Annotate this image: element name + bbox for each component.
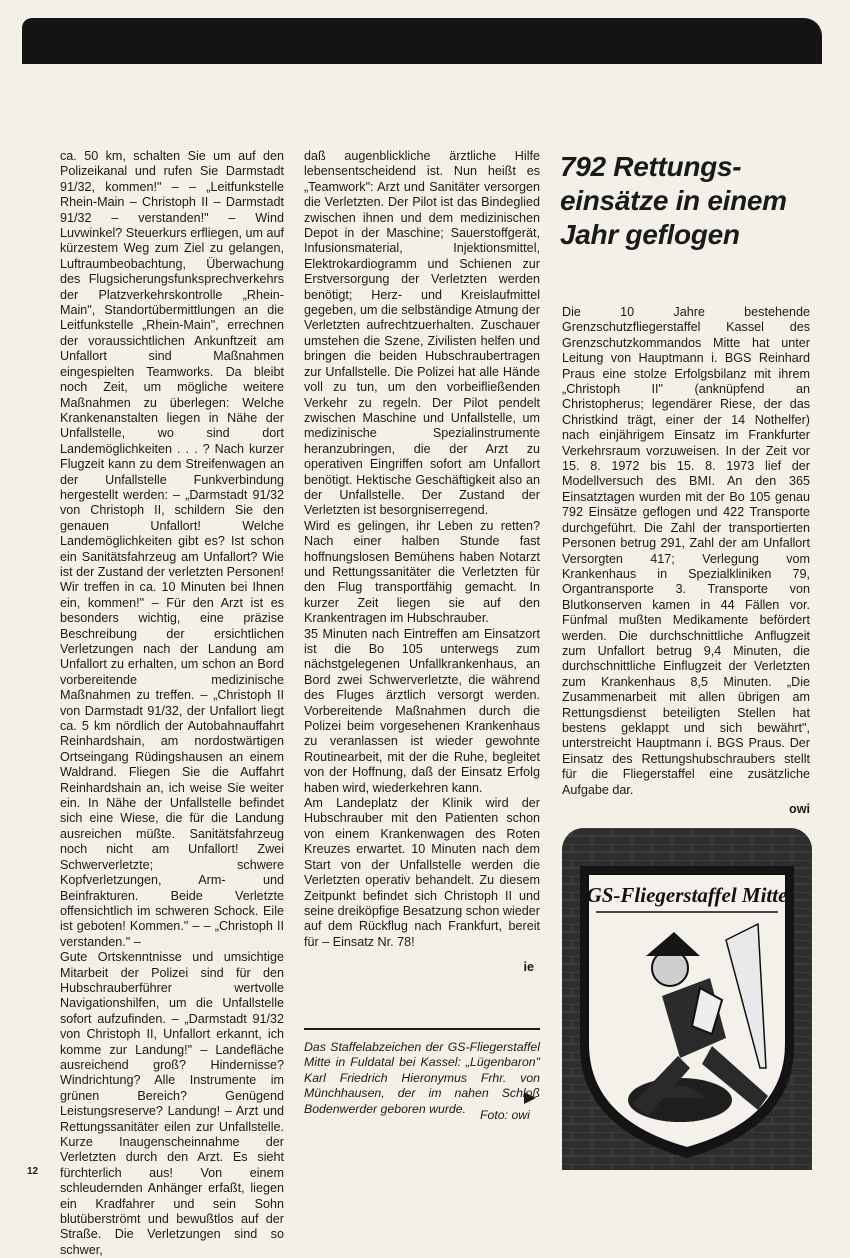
article-column-1 <box>60 149 284 1258</box>
badge-image <box>562 828 812 1170</box>
article-column-2 <box>304 149 540 976</box>
sidebar-headline: 792 Rettungs-einsätze in einem Jahr geflogen <box>560 151 787 250</box>
paragraph: daß augenblickliche ärztliche Hilfe lebensentscheidend ist. Nun heißt es „Teamwork": Arzt und Sanitäter versorgen die Verletzten. Der Pilot ist das Bindeglied zwischen ihnen und dem medizinischen Depot in der Maschine; Sauerstoffgerät, Infusionsmaterial, Injektionsmittel, Elektrokardiogramm und Schienen zur Erstversorgung der Verletzten werden benötigt; Herz- und Kreislaufmittel gegeben, um die selbständige Atmung der Verletzten aufrechtzuerhalten. Zuschauer umstehen die Szene, Zivilisten helfen und bringen die beiden Hubschraubertragen zur Unfallstelle. Die Polizei hat alle Hände voll zu tun, um den vorbeifließenden Verkehr zu regeln. Der Pilot pendelt zwischen Maschine und Unfallstelle, um medizinische Spezialinstrumente heranzubringen, die der Arzt zu operativen Eingriffen sofort am Unfallort benötigt. Hektische Geschäftigkeit also an der Unfallstelle. Der Zustand der Verletzten ist besorgniserregend. <box>304 149 540 518</box>
page-number: 12 <box>27 1166 39 1177</box>
photo-credit: Foto: owi <box>480 1108 530 1122</box>
paragraph: Am Landeplatz der Klinik wird der Hubschrauber mit den Patienten schon von einem Krankenwagen des Roten Kreuzes erwartet. 10 Minuten nach dem Start von der Unfallstelle werden die Verletzten operativ behandelt. Zu diesem Zeitpunkt befindet sich Christoph II und seine dreiköpfige Besatzung schon wieder auf dem Rückflug nach Frankfurt, bereit für – Einsatz Nr. 78! <box>304 796 540 949</box>
author-signature: owi <box>789 802 810 816</box>
author-signature: ie <box>523 960 534 975</box>
badge-photo <box>562 828 812 1170</box>
top-black-banner <box>22 18 822 64</box>
photo-caption: Das Staffelabzeichen der GS-Fliegerstaffel Mitte in Fuldatal bei Kassel: „Lügenbaron" Karl Friedrich Hieronymus Frhr. von Münchhausen, der im nahen Schloß Bodenwerder geboren wurde. <box>304 1040 540 1116</box>
caption-rule <box>304 1028 540 1030</box>
paragraph: 35 Minuten nach Eintreffen am Einsatzort ist die Bo 105 unterwegs zum nächstgelegenen Unfallkrankenhaus, an Bord zwei Schwerverletzte, die während des Fluges ärztlich versorgt werden. Vorbereitende Maßnahmen durch die Polizei beim vorgesehenen Krankenhaus zu veranlassen ist wieder gewohnte Routinearbeit, mit der die Ruhe, begleitet von der Hoffnung, daß der Einsatz Erfolg haben wird, wiederkehren kann. <box>304 626 540 795</box>
paragraph: Die 10 Jahre bestehende Grenzschutzfliegerstaffel Kassel des Grenzschutzkommandos Mitte hat unter Leitung von Hauptmann i. BGS Reinhard Praus eine stolze Erfolgsbilanz mit ihrem „Christoph II" (anknüpfend an Christopherus; legendärer Riese, der das Christkind trägt, einer der 14 Nothelfer) nach einjährigem Einsatz im Frankfurter Verkehrsraum vorzuweisen. In der Zeit vor 15. 8. 1972 bis 15. 8. 1973 lief der Modellversuch des BMI. An den 365 Einsatztagen wurden mit der Bo 105 genau 792 Einsätze geflogen und 422 Transporte durchgeführt. Die Zahl der transportierten Personen betrug 291, Zahl der am Unfallort Versorgten 417; Verlegung vom Krankenhaus in Spezialkliniken 79, Organtransporte 3. Transporte von Blutkonserven kamen in 44 Fällen vor. Fünfmal mußten Medikamente befördert werden. Die durchschnittliche Anflugzeit zum Unfallort betrug 9,4 Minuten, die durchschnittliche Einflugzeit der Verletzten zum Krankenhaus 8,5 Minuten. „Die Zusammenarbeit mit allen übrigen am Rettungsdienst beteiligten Stellen hat bestens geklappt und sich bewährt", unterstreicht Hauptmann i. BGS Praus. Der Einsatz des Rettungshubschraubers stellt für die Fliegerstaffel eine zusätzliche Aufgabe dar. <box>562 305 810 797</box>
badge-text: GS-Fliegerstaffel Mitte <box>586 883 788 907</box>
article-column-3 <box>562 305 810 817</box>
paragraph: Gute Ortskenntnisse und umsichtige Mitarbeit der Polizei sind für den Hubschrauberführer wertvolle Navigationshilfen, um die Unfallstelle sofort aufzufinden. – „Darmstadt 91/32 von Christoph II, Unfallort erkannt, ich komme zur Landung!" – Landefläche ausreichend groß? Hindernisse? Windrichtung? Alle Instrumente im grünen Bereich? Genügend Leistungsreserve? Landung! – Arzt und Rettungssanitäter eilen zur Unfallstelle. Kurze Inaugenscheinnahme der Verletzten durch den Arzt. Es sieht fürchterlich aus! Von einem schleudernden Anhänger erfaßt, liegen ein Kradfahrer und sein Sohn blutüberströmt und bewußtlos auf der Straße. Die Verletzungen sind so schwer, <box>60 950 284 1257</box>
paragraph: ca. 50 km, schalten Sie um auf den Polizeikanal und rufen Sie Darmstadt 91/32, kommen!" – – „Leitfunkstelle Rhein-Main – Christoph II – Darmstadt 91/32 – verstanden!" – Wind Luvwinkel? Steuerkurs erfliegen, um auf kürzestem Weg zum Ziel zu gelangen, Luftraumbeobachtung, Überwachung des Flugsicherungsfunksprechverkehrs der Platzverkehrskontrolle „Rhein-Main", Standortübermittlungen an die Leitfunkstelle „Rhein-Main", errechnen der voraussichtlichen Ankunftzeit am Unfallort sind Maßnahmen eingespielten Teamworks. Da bleibt noch Zeit, um mögliche weitere Maßnahmen zu überlegen: Welche Krankenanstalten liegen in Nähe der Unfallstelle, wo sind dort Landemöglichkeiten . . . ? Nach kurzer Flugzeit kann zu dem Streifenwagen an der Unfallstelle Funkverbindung hergestellt werden: – „Darmstadt 91/32 von Christoph II, schildern Sie den genauen Unfallort! Welche Landemöglichkeiten gibt es? Ist schon ein Sanitätsfahrzeug am Unfallort? Wie ist der Zustand der verletzten Personen! Wir treffen in ca. 10 Minuten bei Ihnen ein, kommen!" – Für den Arzt ist es besonders wichtig, eine präzise Beschreibung der ersichtlichen Verletzungen nach der Landung am Unfallort zu erhalten, um schon an Bord vorbereitende medizinische Maßnahmen zu treffen. – „Christoph II von Darmstadt 91/32, der Unfallort liegt ca. 5 km nördlich der Autobahnauffahrt Reinhardshain, am nordostwärtigen Ortseingang Rüdingshausen an einem Waldrand. Fliegen Sie die Auffahrt Reinhardshain an, ich weise Sie weiter ein. In Nähe der Unfallstelle befindet sich eine Wiese, die für die Landung ausreichen müßte. Sanitätsfahrzeug noch nicht am Unfallort! Zwei Schwerverletzte; schwere Kopfverletzungen, Arm- und Beinfrakturen. Beide Verletzte offensichtlich im schweren Schock. Eile ist geboten! Kommen." – – „Christoph II verstanden." – <box>60 149 285 949</box>
arrow-pointer-icon <box>524 1092 536 1104</box>
paragraph: Wird es gelingen, ihr Leben zu retten? Nach einer halben Stunde fast hoffnungslosen Bemühens haben Notarzt und Rettungssanitäter die Verletzten für den Flug transportfähig gemacht. In kurzer Zeit liegen sie auf den Krankentragen im Hubschrauber. <box>304 518 540 626</box>
